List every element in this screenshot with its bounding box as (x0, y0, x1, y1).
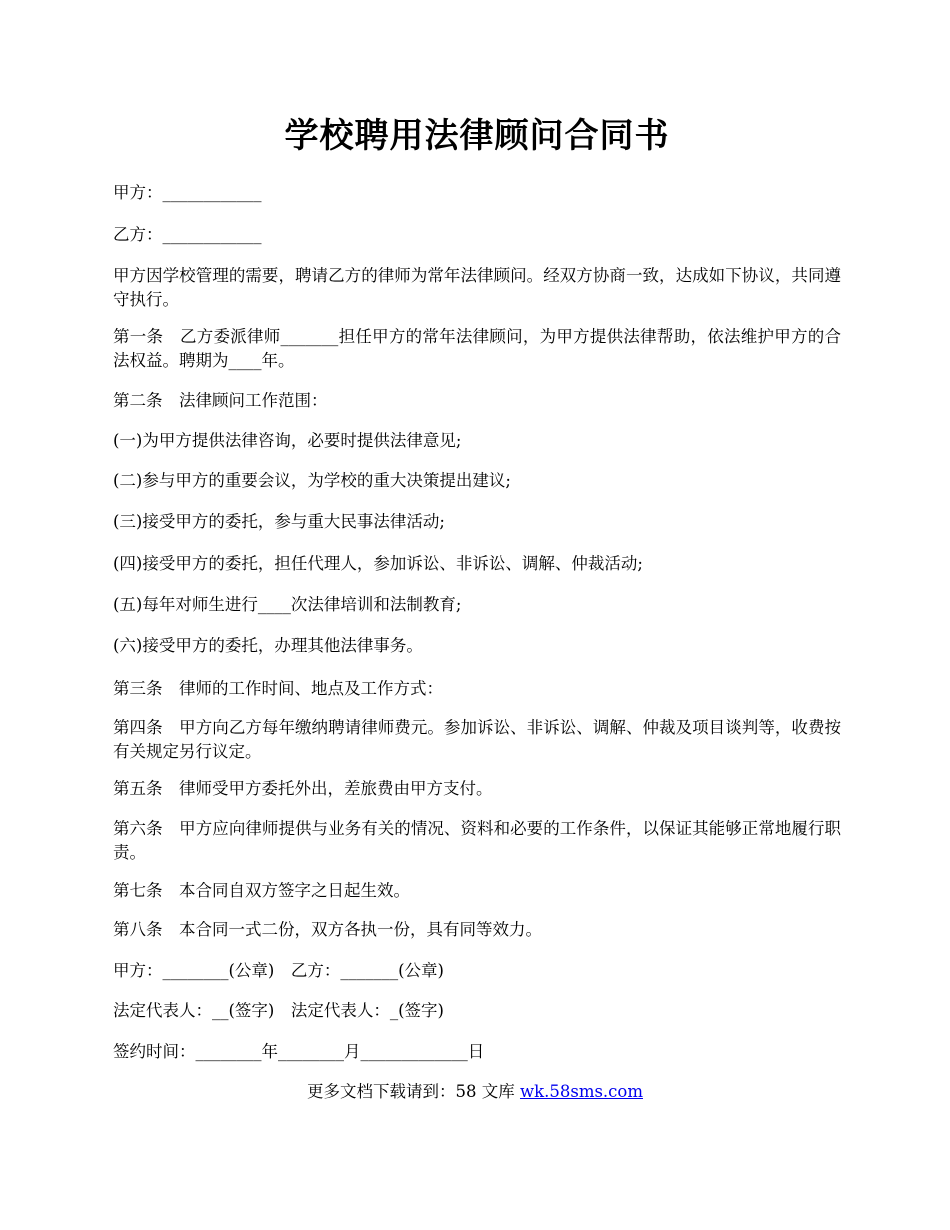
scope-item-6: (六)接受甲方的委托，办理其他法律事务。 (113, 636, 423, 655)
footer-link[interactable]: wk.58sms.com (519, 1082, 643, 1101)
article-3: 第三条 律师的工作时间、地点及工作方式： (113, 679, 443, 698)
article-1: 第一条 乙方委派律师_______担任甲方的常年法律顾问，为甲方提供法律帮助，依法维护甲方的合法权益。聘期为____年。 (113, 327, 841, 370)
scope-item-3: (三)接受甲方的委托，参与重大民事法律活动; (113, 512, 445, 531)
article-2: 第二条 法律顾问工作范围： (113, 391, 328, 410)
scope-item-5: (五)每年对师生进行____次法律培训和法制教育; (113, 595, 462, 614)
article-5: 第五条 律师受甲方委托外出，差旅费由甲方支付。 (113, 779, 493, 798)
footer-text: 更多文档下载请到：58 文库 (306, 1082, 520, 1101)
preamble-paragraph: 甲方因学校管理的需要，聘请乙方的律师为常年法律顾问。经双方协商一致，达成如下协议，共同遵守执行。 (113, 266, 841, 309)
seal-line: 甲方：________(公章) 乙方：_______(公章) (113, 961, 444, 980)
download-footer (0, 1080, 950, 1104)
article-6: 第六条 甲方应向律师提供与业务有关的情况、资料和必要的工作条件，以保证其能够正常地履行职责。 (113, 819, 841, 862)
article-8: 第八条 本合同一式二份，双方各执一份，具有同等效力。 (113, 920, 542, 939)
signature-line: 法定代表人：__(签字) 法定代表人：_(签字) (113, 1001, 444, 1020)
scope-item-4: (四)接受甲方的委托，担任代理人，参加诉讼、非诉讼、调解、仲裁活动; (113, 554, 643, 573)
signing-date-line: 签约时间：________年________月_____________日 (113, 1042, 485, 1061)
party-a-line: 甲方：____________ (113, 183, 262, 202)
party-b-line: 乙方：____________ (113, 225, 262, 244)
article-7: 第七条 本合同自双方签字之日起生效。 (113, 881, 410, 900)
scope-item-1: (一)为甲方提供法律咨询，必要时提供法律意见; (113, 431, 462, 450)
article-4: 第四条 甲方向乙方每年缴纳聘请律师费元。参加诉讼、非诉讼、调解、仲裁及项目谈判等，收费按有关规定另行议定。 (113, 718, 841, 761)
document-title: 学校聘用法律顾问合同书 (284, 116, 670, 156)
scope-item-2: (二)参与甲方的重要会议，为学校的重大决策提出建议; (113, 471, 511, 490)
